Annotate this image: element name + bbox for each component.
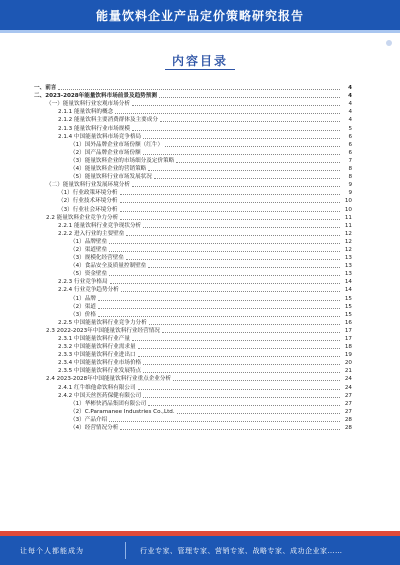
toc-entry-text: 2.2.5 中国能量饮料行业竞争力分析 <box>58 319 147 326</box>
toc-dot-leader <box>143 227 340 228</box>
toc-page-number: 27 <box>344 392 352 399</box>
toc-entry[interactable] <box>34 359 352 367</box>
toc-dot-leader <box>138 389 340 390</box>
toc-entry[interactable] <box>34 286 352 294</box>
toc-page-number: 12 <box>344 246 352 253</box>
toc-dot-leader <box>143 397 340 398</box>
toc-dot-leader <box>143 364 340 365</box>
toc-dot-leader <box>165 146 340 147</box>
toc-entry-text: 2.2.1 能量饮料行业竞争现状分析 <box>58 222 142 229</box>
toc-entry-text: 2.3 2022-2023年中国能量饮料行业经营情况 <box>46 327 160 334</box>
toc-entry[interactable] <box>34 108 352 116</box>
toc-entry[interactable] <box>34 408 352 416</box>
toc-entry-text: 2.3.2 中国能量饮料行业需求量 <box>58 344 136 351</box>
toc-entry-text: 2.1.2 能量饮料主要消费群体及主要成分 <box>58 117 158 124</box>
toc-entry-text: （1）华彬快消品集团有限公司 <box>70 400 147 407</box>
toc-entry-text: 2.2.2 进入行业的主要壁垒 <box>58 230 125 237</box>
toc-entry-text: 2.4.1 红牛维他命饮料有限公司 <box>58 384 136 391</box>
toc-page-number: 6 <box>348 149 352 156</box>
toc-entry[interactable] <box>34 367 352 375</box>
toc-entry-text: （1）品牌 <box>70 295 96 302</box>
toc-entry[interactable] <box>34 311 352 319</box>
toc-entry[interactable] <box>34 124 352 132</box>
toc-entry-text: 2.3.3 中国能量饮料行业进出口 <box>58 352 136 359</box>
toc-entry-text: （2）渠道 <box>70 303 96 310</box>
toc-entry[interactable] <box>34 189 352 197</box>
toc-entry[interactable] <box>34 335 352 343</box>
decorative-dot-icon <box>386 40 392 46</box>
toc-entry-text: （3）价格 <box>70 311 96 318</box>
toc-page-number: 16 <box>344 319 352 326</box>
toc-entry[interactable] <box>34 254 352 262</box>
toc-entry-text: （3）规模化经营壁垒 <box>70 255 124 262</box>
toc-entry-text: （2）行业技术环境分析 <box>58 198 118 205</box>
toc-entry[interactable] <box>34 173 352 181</box>
toc-entry[interactable] <box>34 424 352 432</box>
toc-page-number: 24 <box>344 384 352 391</box>
toc-entry-text: 2.3.4 中国能量饮料行业市场价格 <box>58 360 142 367</box>
page-footer <box>0 536 400 565</box>
toc-dot-leader <box>143 372 340 373</box>
toc-entry[interactable] <box>34 294 352 302</box>
toc-dot-leader <box>120 194 341 195</box>
toc-entry[interactable] <box>34 214 352 222</box>
toc-page-number: 11 <box>344 222 352 229</box>
toc-dot-leader <box>115 113 340 114</box>
toc-page-number: 4 <box>348 101 352 108</box>
toc-page-number: 21 <box>344 368 352 375</box>
toc-page-number: 6 <box>348 133 352 140</box>
toc-entry-text: （一）能量饮料行业宏观市场分析 <box>46 101 130 108</box>
toc-page-number: 12 <box>344 238 352 245</box>
toc-entry[interactable] <box>34 141 352 149</box>
toc-page-number: 18 <box>344 344 352 351</box>
toc-entry-text: （2）渠道壁垒 <box>70 246 108 253</box>
toc-dot-leader <box>138 356 340 357</box>
toc-page-number: 20 <box>344 360 352 367</box>
toc-entry-text: （1）行业政策环境分析 <box>58 190 118 197</box>
toc-entry[interactable] <box>34 400 352 408</box>
toc-dot-leader <box>126 259 340 260</box>
toc-dot-leader <box>159 97 340 98</box>
toc-page-number: 12 <box>344 230 352 237</box>
toc-page-number: 8 <box>348 174 352 181</box>
toc-page-number: 4 <box>348 85 352 92</box>
toc-page-number: 10 <box>344 206 352 213</box>
toc-dot-leader <box>120 202 341 203</box>
toc-entry-text: （1）品牌壁垒 <box>70 238 108 245</box>
toc-entry-text: （3）产品介绍 <box>70 416 108 423</box>
toc-page-number: 24 <box>344 376 352 383</box>
toc-entry[interactable] <box>34 165 352 173</box>
toc-entry-text: （2）国产品牌企业市场份额 <box>70 149 141 156</box>
toc-entry[interactable] <box>34 351 352 359</box>
toc-entry-text: （1）国外品牌企业市场份额（红牛） <box>70 141 164 148</box>
toc-entry[interactable] <box>34 222 352 230</box>
toc-entry[interactable] <box>34 375 352 383</box>
toc-entry[interactable] <box>34 181 352 189</box>
toc-entry-text: 二、2023-2028年能量饮料市场前景及趋势预测 <box>34 93 157 100</box>
toc-entry[interactable] <box>34 197 352 205</box>
toc-dot-leader <box>120 219 340 220</box>
toc-page-number: 5 <box>348 125 352 132</box>
toc-dot-leader <box>132 130 340 131</box>
toc-entry[interactable] <box>34 149 352 157</box>
toc-dot-leader <box>143 154 340 155</box>
toc-dot-leader <box>149 324 340 325</box>
toc-entry-text: 2.3.5 中国能量饮料行业发展特点 <box>58 368 142 375</box>
footer-slogan-left: 让每个人都能成为 <box>20 547 84 555</box>
toc-dot-leader <box>154 178 340 179</box>
toc-entry-text: （4）经营情况分析 <box>70 425 119 432</box>
toc-page-number: 15 <box>344 295 352 302</box>
toc-dot-leader <box>120 211 341 212</box>
toc-page-number: 17 <box>344 336 352 342</box>
toc-dot-leader <box>109 243 340 244</box>
toc-page-number: 19 <box>344 352 352 359</box>
footer-divider <box>125 542 126 559</box>
toc-page-number: 17 <box>344 327 352 334</box>
toc-entry[interactable] <box>34 270 352 278</box>
toc-entry[interactable] <box>34 343 352 351</box>
toc-entry[interactable] <box>34 84 352 92</box>
toc-entry-text: （2）C.Paramanee Industries Co.,Ltd. <box>70 408 175 415</box>
toc-dot-leader <box>132 105 340 106</box>
toc-entry[interactable] <box>34 116 352 124</box>
toc-dot-leader <box>160 121 340 122</box>
toc-page-number: 8 <box>348 166 352 173</box>
toc-dot-leader <box>162 332 340 333</box>
toc-entry[interactable] <box>34 278 352 286</box>
toc-entry-text: 2.2 能量饮料企业竞争力分析 <box>46 214 119 221</box>
toc-title-underline <box>165 69 235 70</box>
toc-entry[interactable] <box>34 327 352 335</box>
toc-page-number: 13 <box>344 255 352 262</box>
toc-page-number: 27 <box>344 408 352 415</box>
toc-page-number: 4 <box>348 109 352 116</box>
toc-page-number: 13 <box>344 271 352 278</box>
toc-dot-leader <box>148 405 340 406</box>
toc-entry[interactable] <box>34 157 352 165</box>
toc-entry[interactable] <box>34 205 352 213</box>
toc-entry-text: 2.2.4 行业竞争趋势分析 <box>58 287 119 294</box>
toc-entry-text: 2.4 2023-2028年中国能量饮料行业重点企业分析 <box>46 376 172 383</box>
toc-entry[interactable] <box>34 133 352 141</box>
toc-entry-text: 2.1.4 中国能量饮料市场竞争格局 <box>58 133 142 140</box>
toc-entry-text: 2.4.2 中国天丝医药保健有限公司 <box>58 392 142 399</box>
toc-page-number: 13 <box>344 263 352 270</box>
toc-entry-text: （二）能量饮料行业发展环境分析 <box>46 182 130 189</box>
toc-page-number: 14 <box>344 279 352 286</box>
toc-page-number: 15 <box>344 303 352 310</box>
toc-page-number: 9 <box>348 190 352 197</box>
report-title: 能量饮料企业产品定价策略研究报告 <box>95 8 304 23</box>
toc-dot-leader <box>126 235 340 236</box>
toc-page-number: 10 <box>344 198 352 205</box>
toc-page-number: 15 <box>344 311 352 318</box>
page-header <box>0 0 400 30</box>
toc-page-number: 28 <box>344 425 352 432</box>
toc-title: 内容目录 <box>171 54 228 68</box>
toc-entry[interactable] <box>34 230 352 238</box>
toc-entry[interactable] <box>34 92 352 100</box>
toc-entry[interactable] <box>34 246 352 254</box>
toc-dot-leader <box>132 186 340 187</box>
toc-dot-leader <box>120 429 340 430</box>
toc-entry-text: 2.3.1 中国能量饮料行业产量 <box>58 336 130 342</box>
toc-entry[interactable] <box>34 100 352 108</box>
toc-page-number: 27 <box>344 400 352 407</box>
toc-entry[interactable] <box>34 392 352 400</box>
toc-entry-text: （3）能量饮料企业的市场细分及定价策略 <box>70 157 175 164</box>
toc-dot-leader <box>58 89 340 90</box>
toc-entry-text: 2.1.1 能量饮料的概念 <box>58 109 114 116</box>
footer-slogan-right: 行业专家、管理专家、营销专家、战略专家、成功企业家…… <box>140 547 343 555</box>
toc-dot-leader <box>143 138 340 139</box>
toc-dot-leader <box>173 380 340 381</box>
toc-dot-leader <box>98 316 340 317</box>
toc-entry-text: 一、前言 <box>34 85 57 92</box>
table-of-contents <box>34 84 352 432</box>
toc-dot-leader <box>138 348 340 349</box>
toc-dot-leader <box>132 340 340 341</box>
toc-page-number: 9 <box>348 182 352 189</box>
toc-entry-text: 2.2.3 行业竞争格局 <box>58 279 108 286</box>
toc-dot-leader <box>109 421 340 422</box>
toc-entry[interactable] <box>34 238 352 246</box>
toc-page-number: 7 <box>348 157 352 164</box>
toc-page-number: 11 <box>344 214 352 221</box>
toc-entry-text: 2.1.3 能量饮料行业市场规模 <box>58 125 130 132</box>
toc-entry[interactable] <box>34 319 352 327</box>
toc-dot-leader <box>110 283 340 284</box>
toc-entry-text: （4）能量饮料企业的营销策略 <box>70 166 147 173</box>
toc-entry-text: （5）能量饮料行业市场发展状况 <box>70 174 152 181</box>
toc-page-number: 4 <box>348 93 352 100</box>
toc-entry[interactable] <box>34 383 352 391</box>
toc-entry-text: （5）资金壁垒 <box>70 271 108 278</box>
toc-entry[interactable] <box>34 303 352 311</box>
toc-page-number: 6 <box>348 141 352 148</box>
toc-dot-leader <box>176 162 340 163</box>
toc-entry[interactable] <box>34 262 352 270</box>
header-divider <box>0 30 400 33</box>
toc-page-number: 4 <box>348 117 352 124</box>
toc-dot-leader <box>148 267 340 268</box>
toc-dot-leader <box>109 275 340 276</box>
toc-dot-leader <box>98 300 340 301</box>
toc-dot-leader <box>109 251 340 252</box>
toc-dot-leader <box>177 413 340 414</box>
toc-dot-leader <box>148 170 340 171</box>
toc-dot-leader <box>98 308 340 309</box>
toc-entry-text: （3）行业社会环境分析 <box>58 206 118 213</box>
toc-page-number: 28 <box>344 416 352 423</box>
toc-dot-leader <box>121 291 340 292</box>
toc-page-number: 14 <box>344 287 352 294</box>
toc-entry-text: （4）食品安全及质量控制壁垒 <box>70 263 147 270</box>
toc-entry[interactable] <box>34 416 352 424</box>
